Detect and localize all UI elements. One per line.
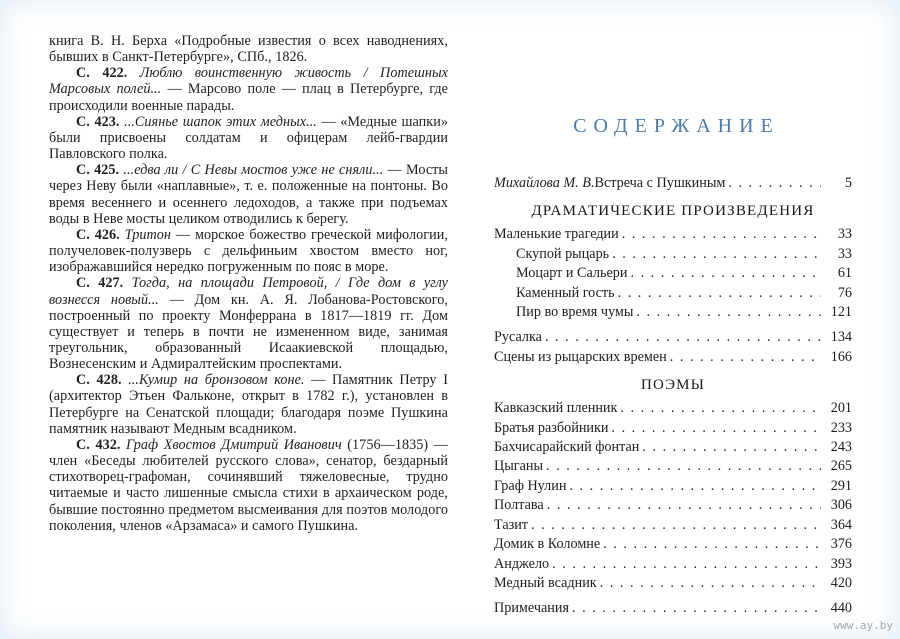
toc-entry-page-number: 393 [830, 555, 852, 572]
toc-dot-leader [531, 516, 821, 535]
toc-dot-leader [603, 535, 821, 554]
toc-dot-leader [546, 457, 821, 476]
toc-entry-page-number: 5 [844, 175, 852, 191]
toc-entry-label: Пир во время чумы [516, 304, 634, 321]
note-text: — Марсово поле — плац в Петербурге, где происходили военные парады. [49, 81, 448, 114]
toc-section-heading: ПОЭМЫ [641, 377, 705, 394]
toc-dot-leader [612, 245, 821, 264]
toc-entry-label: Граф Нулин [494, 477, 567, 494]
toc-dot-leader [600, 574, 821, 593]
toc-entry-page-number: 364 [830, 516, 852, 533]
commentary-paragraph [49, 227, 448, 275]
toc-entry-page-number: 201 [830, 400, 852, 417]
toc-entry [494, 477, 852, 496]
toc-entry [494, 438, 852, 457]
toc-list [494, 174, 852, 619]
toc-entry-page-number: 420 [830, 574, 852, 591]
note-text: — Мосты через Неву были «наплавные», т. е. положенные на понтоны. Во время весеннего и осеннего ледоходов, а также при подъемах воды в Неве мосты целиком отводились к берегу. [49, 162, 449, 227]
quoted-verse: ...Сиянье шапок этих медных... [124, 113, 317, 130]
toc-entry-label: Кавказский пленник [494, 400, 618, 417]
quoted-verse: Люблю воинственную живость / Потешных Марсовых полей... [49, 65, 448, 98]
quoted-verse: ...едва ли / С Невы мостов уже не сняли... [123, 162, 384, 179]
note-text: книга В. Н. Берха «Подробные известия о всех наводнениях, бывших в Санкт-Петербурге», СПб., 1826. [49, 33, 448, 66]
toc-dot-leader [630, 264, 821, 283]
toc-entry [494, 535, 852, 554]
toc-entry-label: Бахчисарайский фонтан [494, 439, 640, 456]
quoted-verse: Граф Хвостов Дмитрий Иванович [126, 436, 342, 453]
page-ref: С. 432. [76, 436, 121, 453]
toc-entry-author: Михайлова М. В. [494, 175, 595, 191]
toc-dot-leader [636, 303, 821, 322]
note-text: — морское божество греческой мифологии, получеловек-полузверь с дельфиньим хвостом вместо ног, изображавшийся нередко погруженным по пояс в море. [49, 226, 448, 276]
toc-entry-page-number: 376 [830, 536, 852, 553]
toc-entry-label: Полтава [494, 497, 544, 514]
toc-entry [494, 555, 852, 574]
toc-entry-page-number: 440 [830, 600, 852, 617]
toc-dot-leader [611, 419, 821, 438]
left-page-text [49, 33, 448, 534]
quoted-verse: Тритон [124, 226, 172, 243]
watermark: www.ay.by [833, 619, 893, 632]
toc-entry-page-number: 76 [837, 284, 852, 301]
note-text [127, 65, 139, 81]
toc-entry-page-number: 233 [830, 419, 852, 436]
toc-title: СОДЕРЖАНИЕ [573, 115, 780, 137]
left-page-commentary [49, 33, 448, 534]
toc-entry-label: Моцарт и Сальери [516, 265, 628, 282]
toc-dot-leader [545, 328, 821, 347]
toc-dot-leader [547, 496, 821, 515]
page-ref: С. 427. [76, 275, 124, 292]
note-text [123, 275, 131, 291]
toc-dot-leader [552, 555, 821, 574]
note-text: — Дом кн. А. Я. Лобанова-Ростовского, построенный по проекту Монферрана в 1817—1819 гг. Дом существует и теперь в почти не измененном виде, занимая треугольник, образованный Исаакиевской площадью, Вознесенским и Адмиралтейским проспектами. [49, 291, 448, 373]
toc-entry-page-number: 291 [830, 477, 852, 494]
page-ref: С. 426. [76, 226, 120, 243]
note-text: — «Медные шапки» были присвоены солдатам и офицерам лейб-гвардии Павловского полка. [49, 113, 448, 163]
toc-entry [494, 284, 852, 303]
toc-entry [494, 419, 852, 438]
commentary-paragraph [49, 33, 448, 65]
note-text: (1756—1835) — член «Беседы любителей русского слова», сенатор, бездарный стихотворец-графоман, сочинявший тяжеловесные, трудно читаемые и часто лишенные смысла стихи в архаическом роде, бывшие постоянно предметом высмеивания для поэтов молодого поколения, членов «Арзамаса» и самого Пушкина. [49, 436, 448, 534]
toc-entry-label: Сцены из рыцарских времен [494, 348, 667, 365]
note-text: — Памятник Петру I (архитектор Этьен Фальконе, открыт в 1782 г.), установлен в Петербурге на Сенатской площади; благодаря поэме Пушкина памятник называют Медным всадником. [49, 372, 448, 437]
toc-entry [494, 328, 852, 347]
toc-entry-page-number: 265 [830, 458, 852, 475]
toc-entry-label: Примечания [494, 600, 569, 617]
toc-entry-label: Медный всадник [494, 574, 597, 591]
toc-entry [494, 225, 852, 244]
toc-entry-label: Тазит [494, 516, 529, 533]
commentary-paragraph [49, 372, 448, 437]
toc-entry-page-number: 134 [830, 329, 852, 346]
toc-entry-page-number: 33 [837, 226, 852, 243]
toc-dot-leader [620, 399, 821, 418]
toc-entry [494, 399, 852, 418]
toc-entry-label: Встреча с Пушкиным [594, 175, 726, 191]
commentary-paragraph [49, 275, 448, 372]
toc-entry [494, 599, 852, 618]
toc-entry-label: Каменный гость [516, 284, 615, 301]
toc-dot-leader [569, 477, 821, 496]
page-ref: С. 423. [76, 113, 120, 130]
toc-dot-leader [642, 438, 821, 457]
toc-entry [494, 457, 852, 476]
toc-entry-label: Русалка [494, 329, 542, 346]
toc-dot-leader [670, 348, 821, 367]
toc-dot-leader [618, 284, 821, 303]
toc-entry-label: Скупой рыцарь [516, 245, 610, 262]
toc-section-heading: ДРАМАТИЧЕСКИЕ ПРОИЗВЕДЕНИЯ [531, 203, 815, 220]
toc-entry [494, 303, 852, 322]
toc-entry-page-number: 61 [837, 265, 852, 282]
page-ref: С. 425. [76, 162, 120, 179]
right-page-contents [494, 115, 852, 619]
commentary-paragraph [49, 437, 448, 534]
toc-entry-label: Анджело [494, 555, 550, 572]
toc-dot-leader [728, 174, 821, 193]
toc-entry-label: Цыганы [494, 458, 544, 475]
toc-entry [494, 516, 852, 535]
page-ref: С. 422. [76, 65, 128, 82]
toc-entry-label: Маленькие трагедии [494, 226, 619, 243]
page-ref: С. 428. [76, 372, 122, 389]
toc-entry [494, 264, 852, 283]
commentary-paragraph [49, 162, 448, 227]
quoted-verse: Тогда, на площади Петровой, / Где дом в углу вознесся новый... [49, 275, 448, 308]
toc-entry-label: Братья разбойники [494, 419, 609, 436]
toc-entry-page-number: 121 [830, 304, 852, 321]
toc-entry-page-number: 306 [830, 497, 852, 514]
toc-entry [494, 496, 852, 515]
toc-entry-label: Домик в Коломне [494, 536, 601, 553]
toc-entry [494, 348, 852, 367]
toc-entry-page-number: 243 [830, 439, 852, 456]
toc-entry-page-number: 166 [830, 348, 852, 365]
commentary-paragraph [49, 114, 448, 162]
toc-dot-leader [622, 225, 821, 244]
quoted-verse: ...Кумир на бронзовом коне. [128, 372, 305, 389]
toc-entry [494, 245, 852, 264]
commentary-paragraph [49, 65, 448, 113]
toc-dot-leader [572, 599, 821, 618]
toc-entry-page-number: 33 [837, 245, 852, 262]
toc-entry [494, 174, 852, 193]
toc-entry [494, 574, 852, 593]
